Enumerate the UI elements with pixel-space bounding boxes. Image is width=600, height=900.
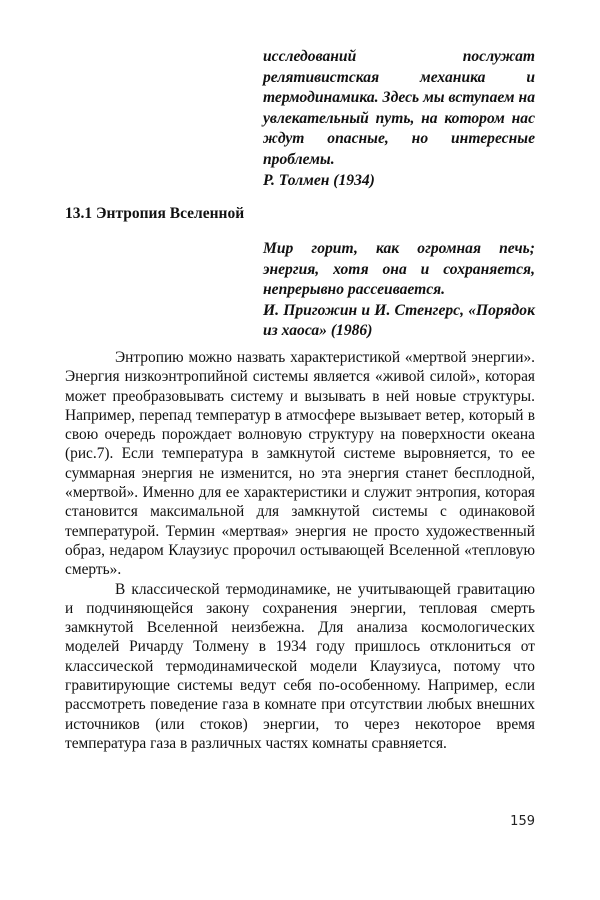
epigraph-top-attribution: Р. Толмен (1934) xyxy=(263,171,375,189)
epigraph-section-attribution: И. Пригожин и И. Стенгерс, «Порядок из хаоса» (1986) xyxy=(263,301,535,340)
epigraph-top-text: исследований послужат релятивистская механика и термодинамика. Здесь мы вступаем на увлекательный путь, на котором нас ждут опасные, но интересные проблемы. xyxy=(263,48,535,168)
body-text xyxy=(65,348,535,753)
page-number: 159 xyxy=(510,814,535,829)
epigraph-section xyxy=(263,239,535,342)
epigraph-top xyxy=(263,47,535,191)
body-paragraph-2: В классической термодинамике, не учитывающей гравитацию и подчиняющейся закону сохранения энергии, тепловая смерть замкнутой Вселенной неизбежна. Для анализа космологических моделей Ричарду Толмену в 1934 году пришлось отклониться от классической термодинамической модели Клаузиуса, потому что гравитирующие системы ведут себя по-особенному. Например, если рассмотреть поведение газа в комнате при отсутствии любых внешних источников (или стоков) энергии, то через некоторое время температура газа в различных частях комнаты сравняется. xyxy=(65,580,535,752)
section-heading: 13.1 Энтропия Вселенной xyxy=(65,205,245,222)
body-paragraph-1: Энтропию можно назвать характеристикой «мертвой энергии». Энергия низкоэнтропийной системы является «живой силой», которая может преобразовывать систему и вызывать в ней новые структуры. Например, перепад температур в атмосфере вызывает ветер, который в свою очередь порождает волновую структуру на поверхности океана (рис.7). Если температура в замкнутой системе выровняется, то ее суммарная энергия не изменится, но эта энергия станет бесплодной, «мертвой». Именно для ее характеристики и служит энтропия, которая становится максимальной для замкнутой системы с одинаковой температурой. Термин «мертвая» энергия не просто художественный образ, недаром Клаузиус пророчил остывающей Вселенной «тепловую смерть». xyxy=(65,349,535,579)
epigraph-section-text: Мир горит, как огромная печь; энергия, хотя она и сохраняется, непрерывно рассеивается. xyxy=(263,240,535,299)
